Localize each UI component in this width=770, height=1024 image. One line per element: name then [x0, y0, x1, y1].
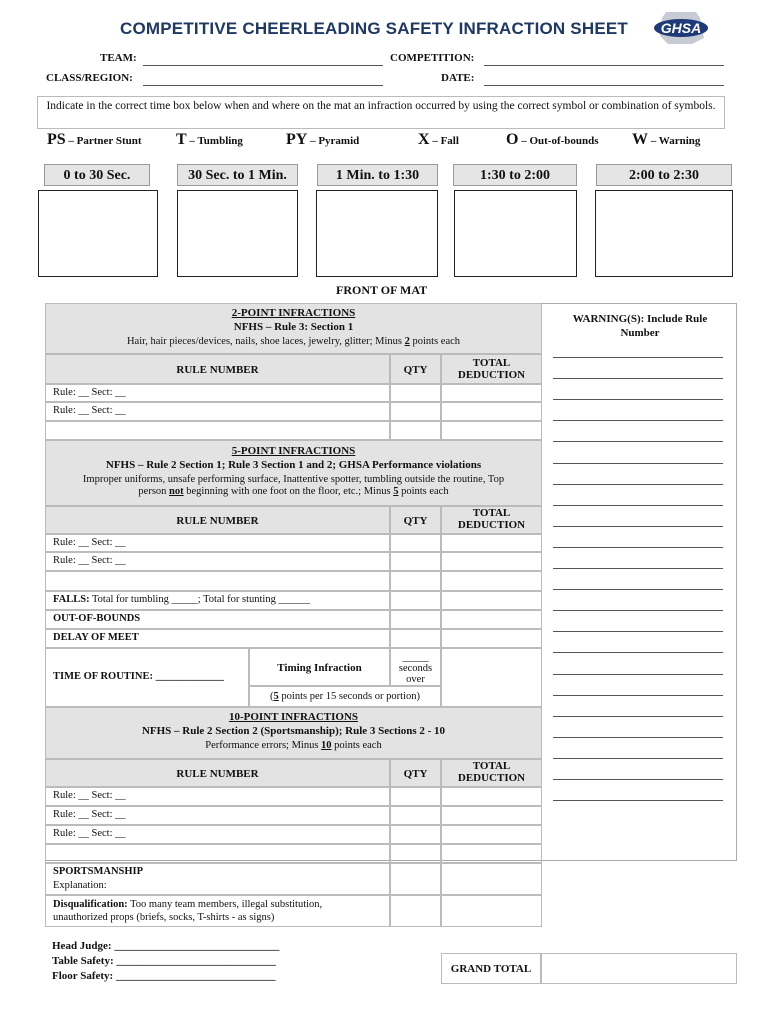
team-label: TEAM:	[100, 52, 137, 64]
warning-line[interactable]	[553, 463, 723, 464]
qty-cell[interactable]	[390, 806, 441, 825]
warnings-heading: WARNING(S): Include Rule Number	[572, 313, 708, 339]
qty-cell[interactable]	[390, 571, 441, 591]
deduction-cell[interactable]	[441, 629, 542, 648]
head-judge-signature[interactable]: Head Judge: ______________________________	[52, 940, 280, 952]
out-of-bounds-row[interactable]: OUT-OF-BOUNDS	[45, 610, 390, 629]
time-header-0: 0 to 30 Sec.	[44, 164, 150, 186]
warning-line[interactable]	[553, 716, 723, 717]
per-15-seconds-note: (5 points per 15 seconds or portion)	[249, 686, 441, 707]
deduction-cell[interactable]	[441, 844, 542, 863]
ten-point-header: 10-POINT INFRACTIONS NFHS – Rule 2 Section 2 (Sportsmanship); Rule 3 Sections 2 - 10 Performance errors; Minus 10 points each	[45, 707, 542, 759]
time-of-routine-cell[interactable]: TIME OF ROUTINE: _____________	[45, 648, 249, 707]
time-box-1[interactable]	[177, 190, 298, 277]
competition-field[interactable]	[484, 65, 724, 66]
time-box-3[interactable]	[454, 190, 577, 277]
deduction-cell[interactable]	[441, 402, 542, 421]
deduction-cell[interactable]	[441, 534, 542, 552]
time-box-4[interactable]	[595, 190, 733, 277]
warning-line[interactable]	[553, 526, 723, 527]
table-safety-signature[interactable]: Table Safety: _____________________________	[52, 955, 276, 967]
qty-cell[interactable]	[390, 787, 441, 806]
table-row[interactable]: Rule: __ Sect: __	[45, 825, 390, 844]
disqualification-row[interactable]: Disqualification: Too many team members, illegal substitution, unauthorized props (briefs, socks, T-shirts - as signs)	[45, 895, 390, 927]
symbol-pyramid: PY – Pyramid	[286, 131, 360, 148]
class-region-field[interactable]	[143, 85, 383, 86]
table-row[interactable]: Rule: __ Sect: __	[45, 402, 390, 421]
floor-safety-signature[interactable]: Floor Safety: _____________________________	[52, 970, 276, 982]
time-box-2[interactable]	[316, 190, 438, 277]
deduction-cell[interactable]	[441, 825, 542, 844]
deduction-cell[interactable]	[441, 384, 542, 402]
time-header-3: 1:30 to 2:00	[453, 164, 577, 186]
deduction-cell[interactable]	[441, 863, 542, 895]
table-row[interactable]: Rule: __ Sect: __	[45, 384, 390, 402]
warning-line[interactable]	[553, 610, 723, 611]
ten-point-total-header: TOTAL DEDUCTION	[441, 759, 542, 787]
warning-line[interactable]	[553, 652, 723, 653]
date-label: DATE:	[441, 72, 475, 84]
symbol-tumbling: T – Tumbling	[176, 131, 243, 148]
table-row[interactable]: Rule: __ Sect: __	[45, 787, 390, 806]
symbol-out-of-bounds: O – Out-of-bounds	[506, 131, 599, 148]
table-row[interactable]	[45, 421, 390, 440]
delay-of-meet-row[interactable]: DELAY OF MEET	[45, 629, 390, 648]
time-header-4: 2:00 to 2:30	[596, 164, 732, 186]
symbol-partner-stunt: PS – Partner Stunt	[47, 131, 142, 148]
deduction-cell[interactable]	[441, 571, 542, 591]
qty-cell[interactable]	[390, 534, 441, 552]
warning-line[interactable]	[553, 589, 723, 590]
qty-cell[interactable]	[390, 629, 441, 648]
date-field[interactable]	[484, 85, 724, 86]
table-row[interactable]: Rule: __ Sect: __	[45, 552, 390, 571]
symbol-fall: X – Fall	[418, 131, 459, 148]
deduction-cell[interactable]	[441, 421, 542, 440]
table-row[interactable]: Rule: __ Sect: __	[45, 534, 390, 552]
table-row[interactable]	[45, 844, 390, 863]
warning-line[interactable]	[553, 420, 723, 421]
five-point-rule-number-header: RULE NUMBER	[45, 506, 390, 534]
qty-cell[interactable]	[390, 402, 441, 421]
warning-line[interactable]	[553, 800, 723, 801]
warning-line[interactable]	[553, 399, 723, 400]
qty-cell[interactable]	[390, 421, 441, 440]
qty-cell[interactable]	[390, 844, 441, 863]
class-region-label: CLASS/REGION:	[46, 72, 133, 84]
deduction-cell[interactable]	[441, 610, 542, 629]
table-row[interactable]: Rule: __ Sect: __	[45, 806, 390, 825]
table-row[interactable]	[45, 571, 390, 591]
front-of-mat-label: FRONT OF MAT	[336, 283, 428, 297]
ten-point-rule-number-header: RULE NUMBER	[45, 759, 390, 787]
qty-cell[interactable]	[390, 552, 441, 571]
falls-row[interactable]: FALLS: Total for tumbling _____; Total for stunting ______	[45, 591, 390, 610]
qty-cell[interactable]	[390, 863, 441, 895]
five-point-total-header: TOTAL DEDUCTION	[441, 506, 542, 534]
five-point-header: 5-POINT INFRACTIONS NFHS – Rule 2 Section 1; Rule 3 Section 1 and 2; GHSA Performance violations Improper uniforms, unsafe performing surface, Inattentive spotter, tumbling outside the routine, Top person not beginning with one foot on the floor, etc.; Minus 5 points each	[45, 440, 542, 506]
warning-line[interactable]	[553, 547, 723, 548]
warning-line[interactable]	[553, 357, 723, 358]
warning-line[interactable]	[553, 505, 723, 506]
page-title: COMPETITIVE CHEERLEADING SAFETY INFRACTION SHEET	[120, 19, 628, 38]
qty-cell[interactable]	[390, 384, 441, 402]
two-point-rule-number-header: RULE NUMBER	[45, 354, 390, 384]
symbol-warning: W – Warning	[632, 131, 701, 148]
warning-line[interactable]	[553, 484, 723, 485]
two-point-qty-header: QTY	[390, 354, 441, 384]
deduction-cell[interactable]	[441, 648, 542, 707]
two-point-header: 2-POINT INFRACTIONS NFHS – Rule 3: Section 1 Hair, hair pieces/devices, nails, shoe laces, jewelry, glitter; Minus 2 points each	[45, 303, 542, 354]
warning-line[interactable]	[553, 631, 723, 632]
time-header-2: 1 Min. to 1:30	[317, 164, 438, 186]
time-header-1: 30 Sec. to 1 Min.	[177, 164, 298, 186]
warning-line[interactable]	[553, 737, 723, 738]
team-field[interactable]	[143, 65, 383, 66]
qty-cell[interactable]	[390, 895, 441, 927]
warning-line[interactable]	[553, 695, 723, 696]
deduction-cell[interactable]	[441, 552, 542, 571]
warning-line[interactable]	[553, 674, 723, 675]
warning-line[interactable]	[553, 378, 723, 379]
competition-label: COMPETITION:	[390, 52, 475, 64]
warning-line[interactable]	[553, 568, 723, 569]
deduction-cell[interactable]	[441, 591, 542, 610]
two-point-total-header: TOTAL DEDUCTION	[441, 354, 542, 384]
qty-cell[interactable]	[390, 825, 441, 844]
grand-total-field[interactable]	[541, 953, 737, 984]
deduction-cell[interactable]	[441, 806, 542, 825]
qty-cell[interactable]	[390, 591, 441, 610]
ten-point-qty-header: QTY	[390, 759, 441, 787]
sportsmanship-row[interactable]: SPORTSMANSHIP Explanation:	[45, 863, 390, 895]
instructions: Indicate in the correct time box below when and where on the mat an infraction occurred by using the correct symbol or combination of symbols.	[37, 96, 725, 129]
deduction-cell[interactable]	[441, 787, 542, 806]
time-box-0[interactable]	[38, 190, 158, 277]
deduction-cell[interactable]	[441, 895, 542, 927]
five-point-qty-header: QTY	[390, 506, 441, 534]
timing-infraction-label: Timing Infraction	[249, 648, 390, 686]
ghsa-logo	[652, 8, 710, 48]
seconds-over-cell[interactable]: _____ seconds over	[390, 648, 441, 686]
warning-line[interactable]	[553, 758, 723, 759]
warning-line[interactable]	[553, 441, 723, 442]
qty-cell[interactable]	[390, 610, 441, 629]
warning-line[interactable]	[553, 779, 723, 780]
grand-total-label: GRAND TOTAL	[441, 953, 541, 984]
logo-text: GHSA	[660, 20, 702, 36]
